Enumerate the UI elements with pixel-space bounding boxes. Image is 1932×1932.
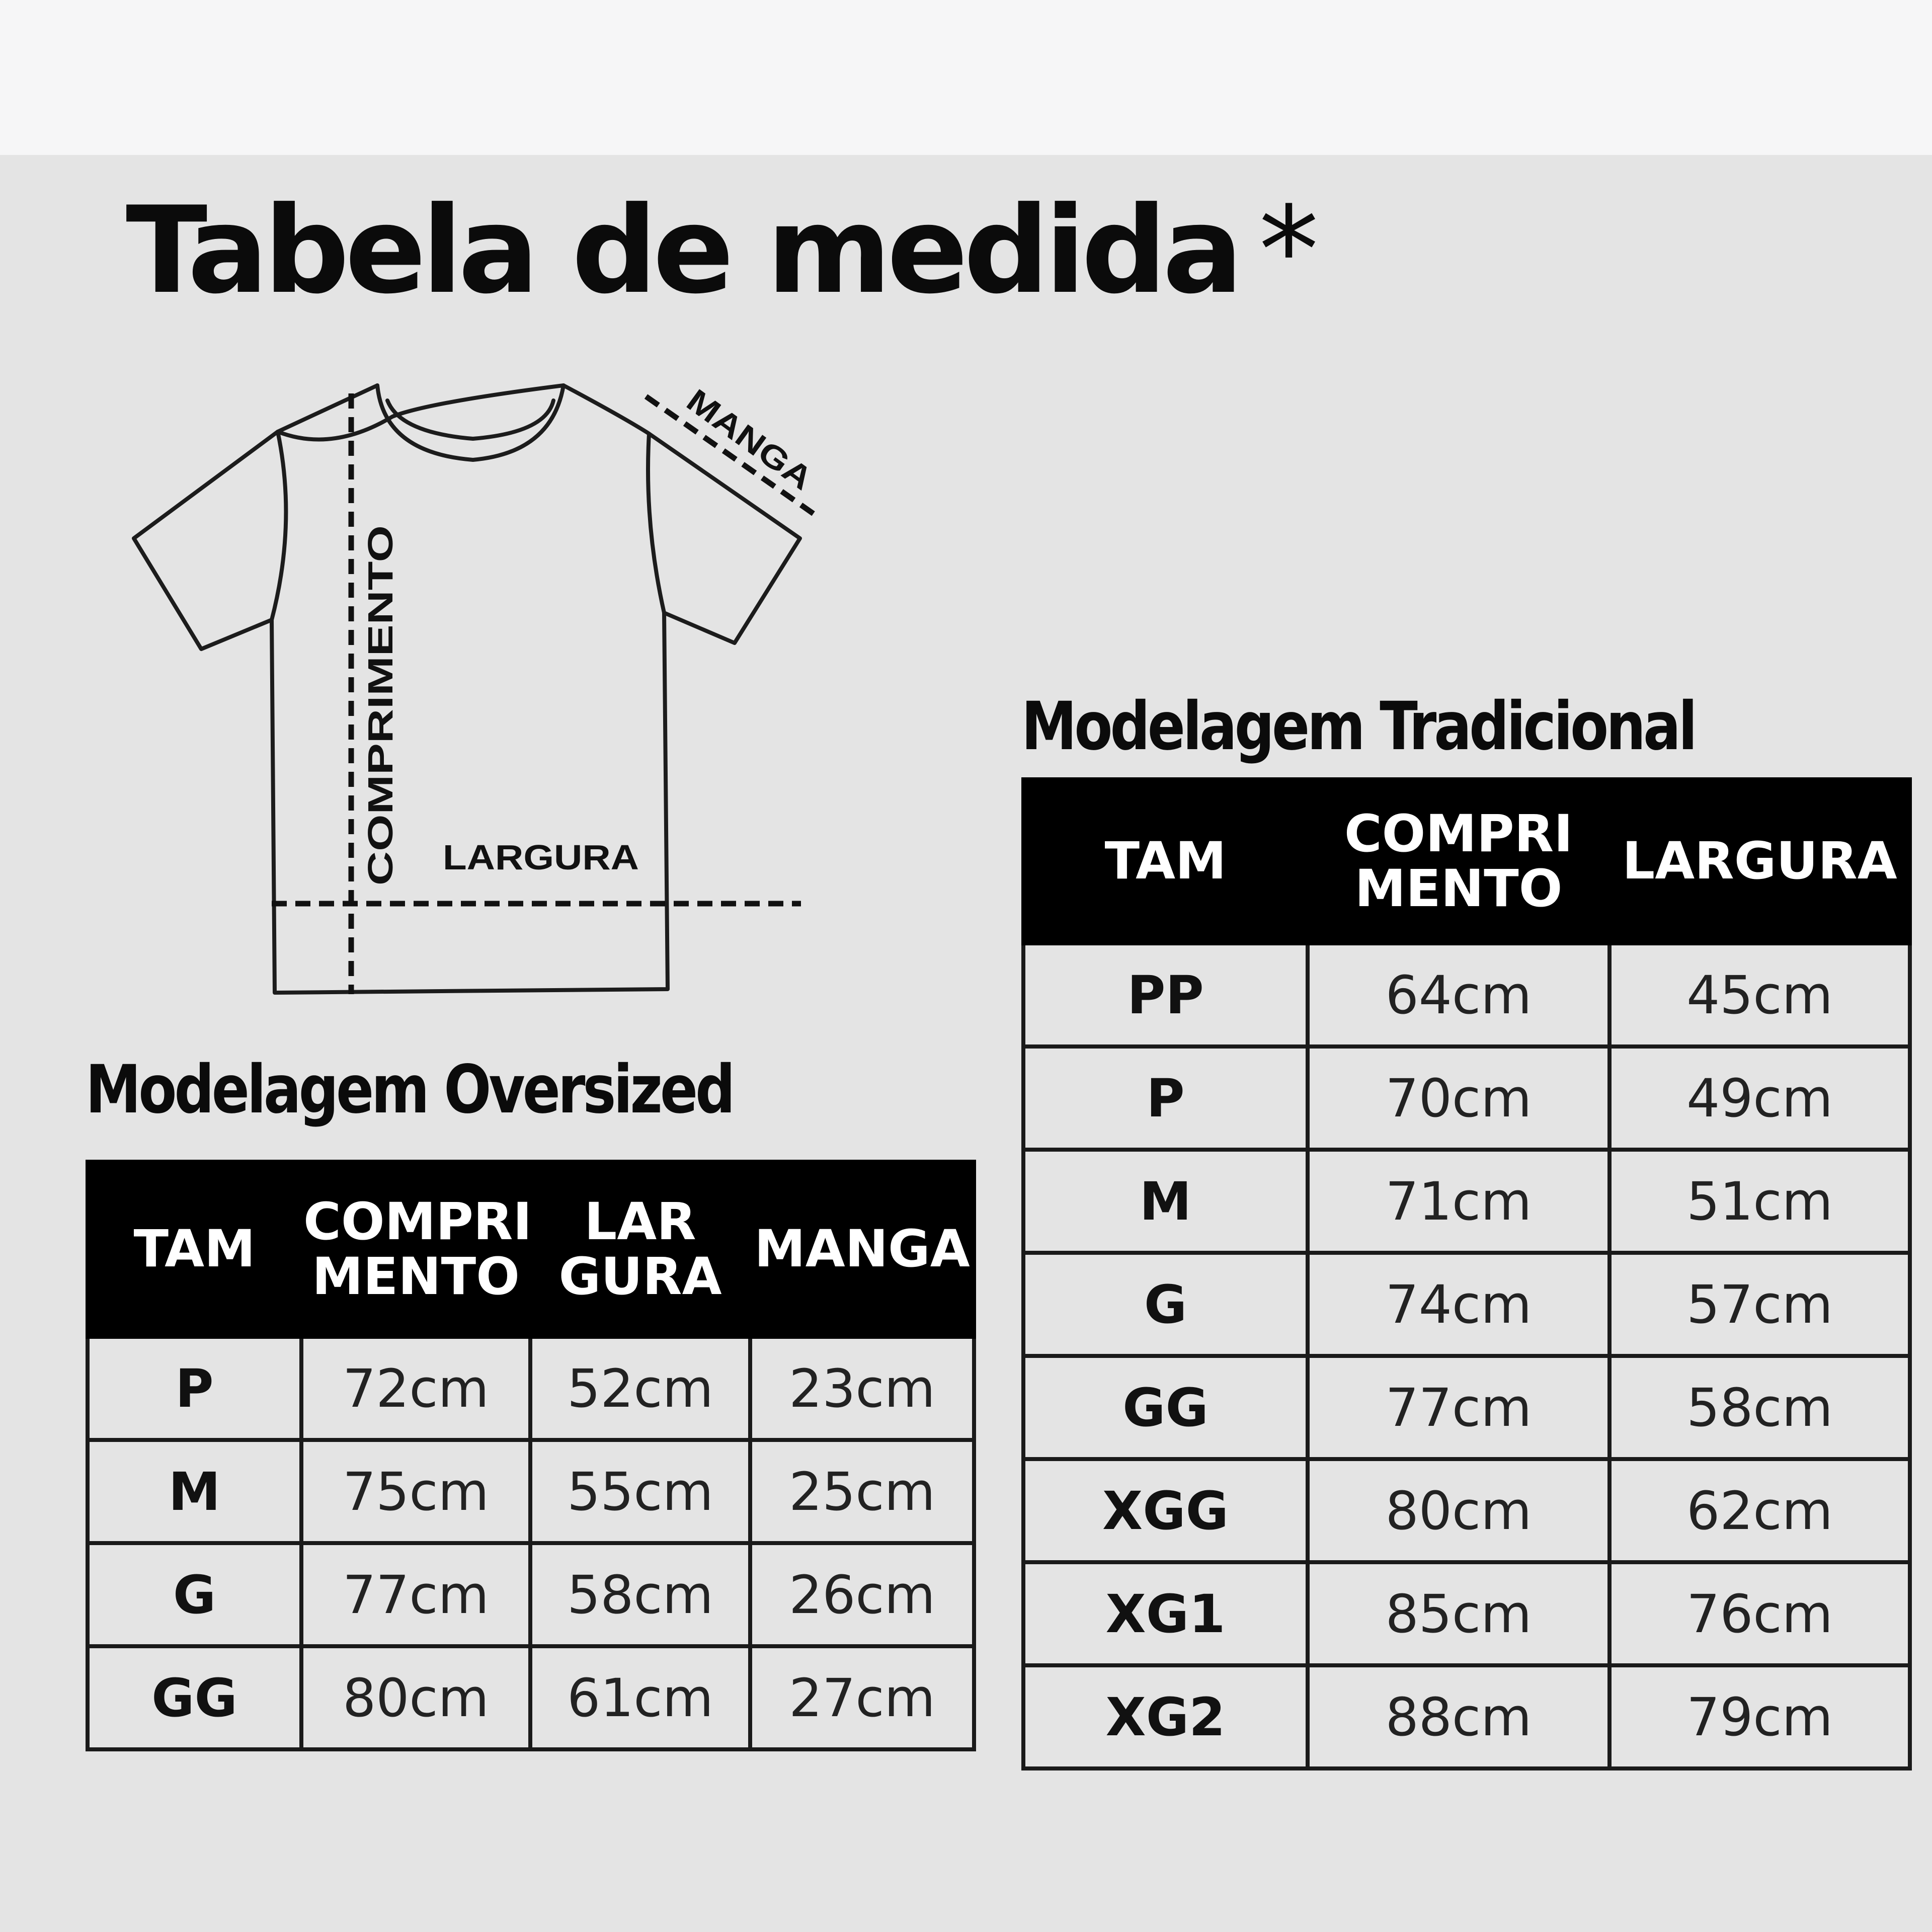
length-cell: 85cm	[1308, 1562, 1609, 1665]
width-cell: 57cm	[1609, 1253, 1910, 1356]
table-row	[88, 1543, 974, 1646]
tshirt-diagram	[121, 372, 845, 1006]
table-row	[1023, 1562, 1910, 1665]
header-largura: LAR GURA	[530, 1162, 750, 1337]
length-cell: 64cm	[1308, 943, 1609, 1046]
table-row	[88, 1646, 974, 1749]
length-cell: 71cm	[1308, 1150, 1609, 1253]
table-row	[1023, 1459, 1910, 1562]
size-cell: M	[1023, 1150, 1308, 1253]
length-cell: 75cm	[301, 1440, 530, 1543]
tshirt-collar-inner	[387, 400, 553, 439]
size-cell: PP	[1023, 943, 1308, 1046]
sleeve-cell: 27cm	[750, 1646, 974, 1749]
width-cell: 58cm	[1609, 1356, 1910, 1459]
header-tam: TAM	[88, 1162, 301, 1337]
size-cell: M	[88, 1440, 301, 1543]
table-row	[88, 1440, 974, 1543]
table-row	[1023, 1253, 1910, 1356]
sleeve-label: MANGA	[680, 382, 800, 483]
table-row	[1023, 943, 1910, 1046]
page-title	[126, 181, 1315, 320]
tshirt-right-armhole	[648, 434, 664, 613]
length-cell: 80cm	[1308, 1459, 1609, 1562]
width-cell: 62cm	[1609, 1459, 1910, 1562]
table-header-row	[88, 1162, 974, 1337]
length-cell: 77cm	[301, 1543, 530, 1646]
size-cell: G	[1023, 1253, 1308, 1356]
oversized-section-title: Modelagem Oversized	[86, 1051, 733, 1129]
length-cell: 72cm	[301, 1337, 530, 1440]
header-manga: MANGA	[750, 1162, 974, 1337]
width-cell: 76cm	[1609, 1562, 1910, 1665]
table-row	[1023, 1665, 1910, 1768]
asterisk-icon: *	[1259, 181, 1315, 320]
size-cell: GG	[88, 1646, 301, 1749]
table-row	[1023, 1150, 1910, 1253]
length-cell: 74cm	[1308, 1253, 1609, 1356]
sleeve-cell: 26cm	[750, 1543, 974, 1646]
length-cell: 80cm	[301, 1646, 530, 1749]
size-cell: P	[88, 1337, 301, 1440]
top-band	[0, 0, 1932, 155]
size-cell: XG2	[1023, 1665, 1308, 1768]
sleeve-cell: 25cm	[750, 1440, 974, 1543]
tradicional-size-table	[1021, 777, 1912, 1770]
width-cell: 51cm	[1609, 1150, 1910, 1253]
oversized-size-table	[86, 1160, 976, 1751]
table-header-row	[1023, 779, 1910, 943]
size-cell: P	[1023, 1046, 1308, 1150]
table-row	[1023, 1046, 1910, 1150]
width-label: LARGURA	[443, 838, 639, 877]
width-cell: 61cm	[530, 1646, 750, 1749]
tradicional-section-title: Modelagem Tradicional	[1021, 688, 1695, 765]
size-cell: XG1	[1023, 1562, 1308, 1665]
header-tam: TAM	[1023, 779, 1308, 943]
size-cell: G	[88, 1543, 301, 1646]
length-cell: 77cm	[1308, 1356, 1609, 1459]
header-comprimento: COMPRI MENTO	[1308, 779, 1609, 943]
width-cell: 52cm	[530, 1337, 750, 1440]
sleeve-cell: 23cm	[750, 1337, 974, 1440]
width-cell: 45cm	[1609, 943, 1910, 1046]
size-cell: GG	[1023, 1356, 1308, 1459]
header-largura: LARGURA	[1609, 779, 1910, 943]
table-row	[88, 1337, 974, 1440]
width-cell: 79cm	[1609, 1665, 1910, 1768]
table-row	[1023, 1356, 1910, 1459]
width-cell: 49cm	[1609, 1046, 1910, 1150]
header-comprimento: COMPRI MENTO	[301, 1162, 530, 1337]
width-cell: 58cm	[530, 1543, 750, 1646]
length-cell: 70cm	[1308, 1046, 1609, 1150]
tshirt-left-armhole	[272, 432, 286, 620]
page-title-text: Tabela de medida	[126, 181, 1239, 320]
length-label: COMPRIMENTO	[361, 618, 400, 886]
width-cell: 55cm	[530, 1440, 750, 1543]
length-cell: 88cm	[1308, 1665, 1609, 1768]
size-cell: XGG	[1023, 1459, 1308, 1562]
